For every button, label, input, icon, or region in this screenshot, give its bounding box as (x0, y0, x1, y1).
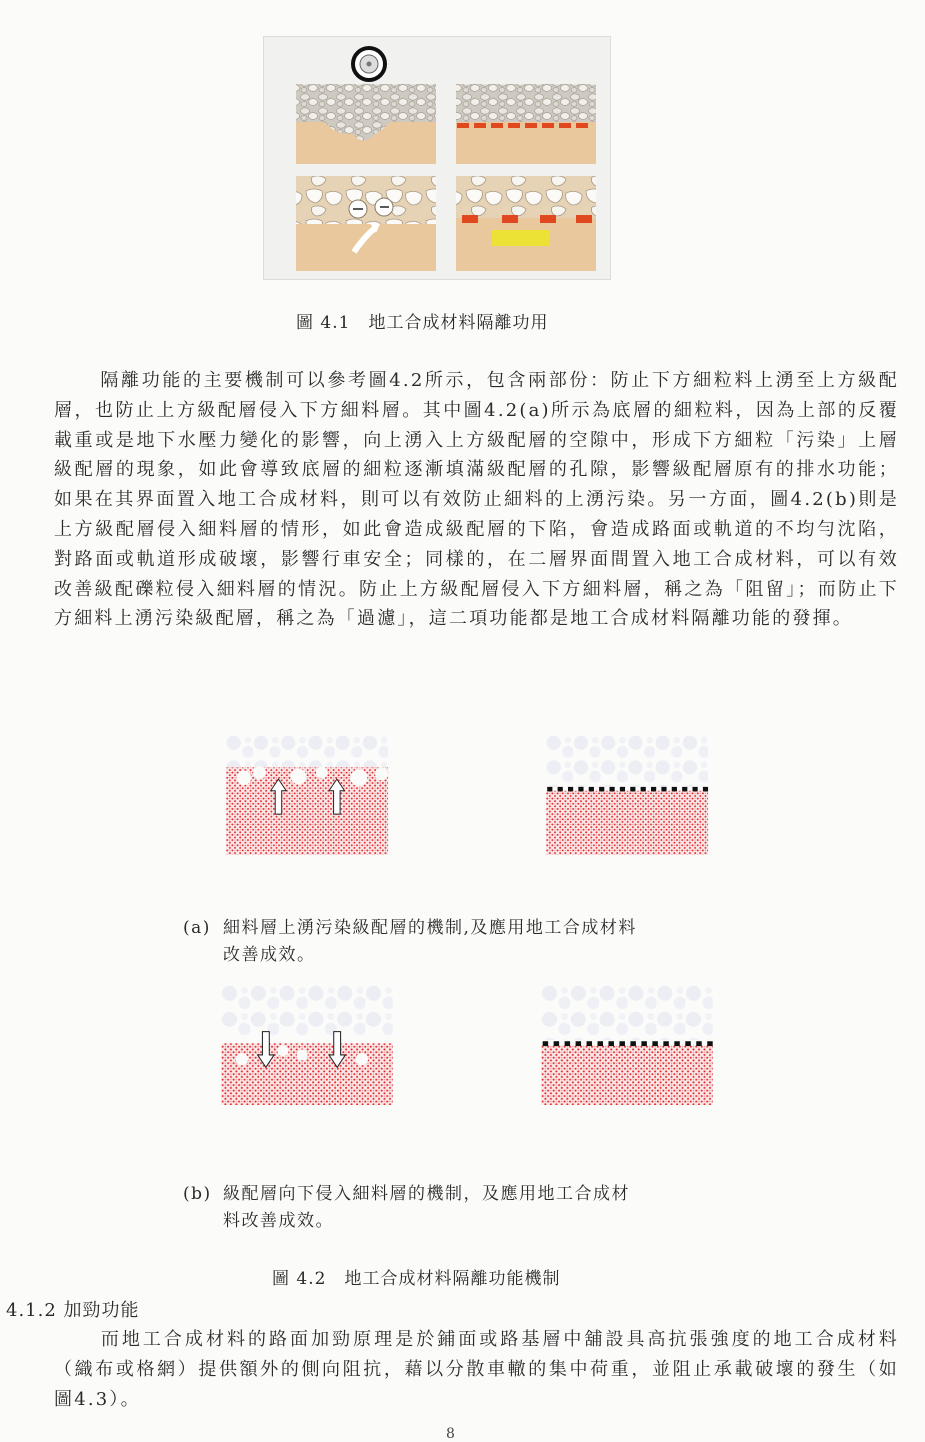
subcaption-line: 級配層向下侵入細料層的機制，及應用地工合成材 (223, 1184, 630, 1204)
geotextile-layer (547, 787, 708, 792)
panel-top-left (296, 84, 436, 164)
figure-4-1-illustration (264, 37, 610, 279)
paragraph-text: 而地工合成材料的路面加勁原理是於鋪面或路基層中舖設具高抗張強度的地工合成材料（織布或格網）提供額外的側向阻抗，藉以分散車轍的集中荷重，並阻止承載破壞的發生（如圖4.3）。 (54, 1329, 899, 1410)
subcaption-line: 細料層上湧污染級配層的機制,及應用地工合成材料 (223, 918, 637, 938)
figure-4-2b-right-panel (502, 985, 752, 1105)
subcaption-line: 改善成效。 (223, 945, 316, 965)
section-heading: 4.1.2 加勁功能 (6, 1300, 140, 1321)
panel-bottom-left (296, 176, 436, 271)
panel-top-right (456, 84, 596, 164)
figure-4-2a-left-panel (182, 735, 432, 855)
page-number: 8 (446, 1426, 455, 1442)
paragraph-text: 隔離功能的主要機制可以參考圖4.2所示，包含兩部份：防止下方細粒料上湧至上方級配層，也防止上方級配層侵入下方細料層。其中圖4.2(a)所示為底層的細粒料，因為上部的反覆載重或是地下水壓力變化的影響，向上湧入上方級配層的空隙中，形成下方細粒「污染」上層級配層的現象，如此會導致底層的細粒逐漸填滿級配層的孔隙，影響級配層原有的排水功能；如果在其界面置入地工合成材料，則可以有效防止細料的上湧污染。另一方面，圖4.2(b)則是上方級配層侵入細料層的情形，如此會造成級配層的下陷，會造成路面或軌道的不均勻沈陷，對路面或軌道形成破壞，影響行車安全；同樣的，在二層界面間置入地工合成材料，可以有效改善級配礫粒侵入細料層的情況。防止上方級配層侵入下方細料層，稱之為「阻留」；而防止下方細料上湧污染級配層，稱之為「過濾」，這二項功能都是地工合成材料隔離功能的發揮。 (54, 370, 899, 630)
subcaption-line: 料改善成效。 (223, 1211, 334, 1231)
figure-4-2a-caption (183, 915, 783, 969)
geotextile-layer (543, 1041, 713, 1046)
figure-4-2a-right-panel (502, 735, 752, 855)
figure-4-2-caption: 圖 4.2 地工合成材料隔離功能機制 (272, 1269, 561, 1289)
paragraph-separation-mechanism (54, 366, 899, 634)
wheel-icon (353, 48, 385, 80)
figure-4-2b-left-panel (182, 985, 432, 1105)
subcaption-label: (a) (183, 918, 211, 938)
figure-4-1 (263, 36, 611, 280)
paragraph-reinforcement (54, 1325, 899, 1414)
subcaption-label: (b) (183, 1184, 212, 1204)
figure-4-2b-caption (183, 1181, 783, 1235)
panel-bottom-right (456, 176, 596, 271)
figure-4-1-caption: 圖 4.1 地工合成材料隔離功用 (296, 313, 549, 333)
